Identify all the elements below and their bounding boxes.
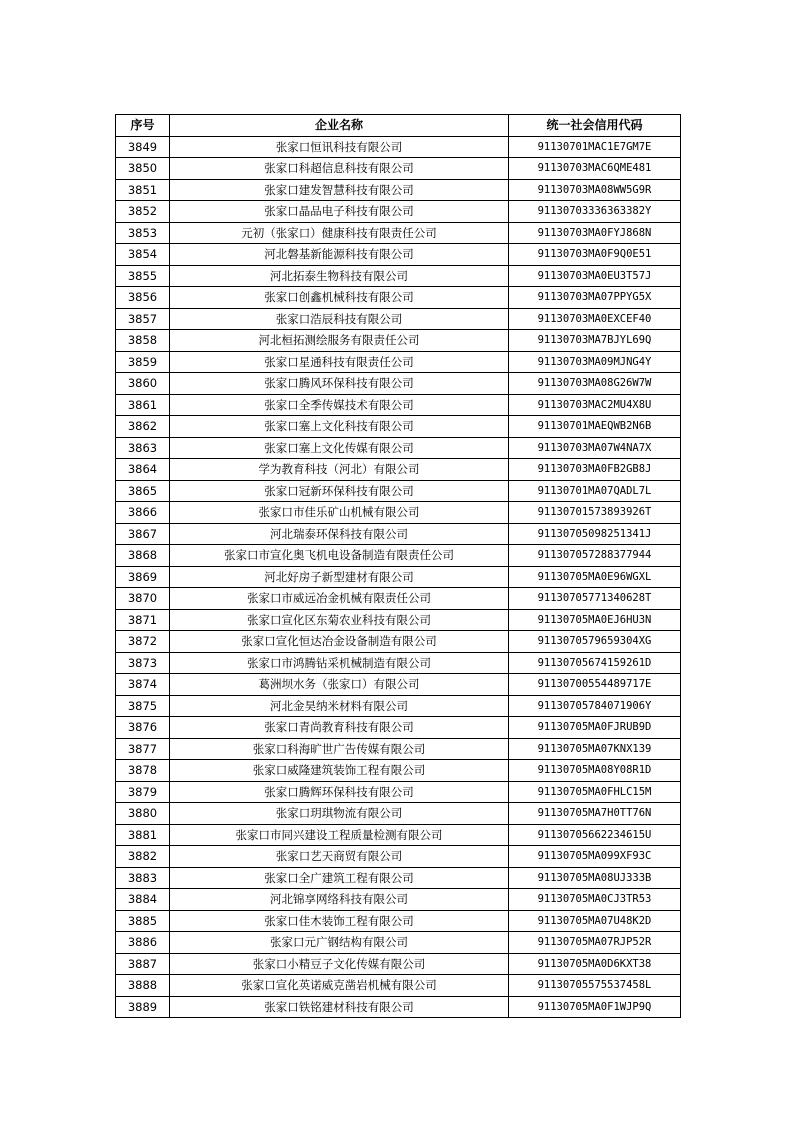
cell-credit-code: 91130703MA07PPYG5X xyxy=(509,287,681,309)
cell-serial-number: 3855 xyxy=(116,265,170,287)
cell-serial-number: 3871 xyxy=(116,609,170,631)
cell-enterprise-name: 张家口铁铭建材科技有限公司 xyxy=(170,996,509,1018)
table-row xyxy=(116,631,681,653)
cell-credit-code: 91130705MA08Y08R1D xyxy=(509,760,681,782)
header-credit-code: 统一社会信用代码 xyxy=(509,115,681,137)
header-enterprise-name: 企业名称 xyxy=(170,115,509,137)
cell-serial-number: 3870 xyxy=(116,588,170,610)
cell-enterprise-name: 张家口冠新环保科技有限公司 xyxy=(170,480,509,502)
cell-enterprise-name: 张家口科超信息科技有限公司 xyxy=(170,158,509,180)
cell-serial-number: 3883 xyxy=(116,867,170,889)
cell-credit-code: 91130705MA099XF93C xyxy=(509,846,681,868)
cell-credit-code: 91130703MA0FYJ868N xyxy=(509,222,681,244)
cell-credit-code: 91130705674159261D xyxy=(509,652,681,674)
cell-serial-number: 3858 xyxy=(116,330,170,352)
cell-serial-number: 3868 xyxy=(116,545,170,567)
cell-serial-number: 3859 xyxy=(116,351,170,373)
cell-serial-number: 3869 xyxy=(116,566,170,588)
table-row xyxy=(116,222,681,244)
table-row xyxy=(116,932,681,954)
cell-enterprise-name: 河北锦享网络科技有限公司 xyxy=(170,889,509,911)
cell-enterprise-name: 张家口星通科技有限责任公司 xyxy=(170,351,509,373)
cell-enterprise-name: 张家口塞上文化传媒有限公司 xyxy=(170,437,509,459)
cell-enterprise-name: 张家口全季传媒技术有限公司 xyxy=(170,394,509,416)
table-row xyxy=(116,351,681,373)
cell-serial-number: 3861 xyxy=(116,394,170,416)
table-row xyxy=(116,953,681,975)
cell-serial-number: 3878 xyxy=(116,760,170,782)
cell-serial-number: 3887 xyxy=(116,953,170,975)
cell-serial-number: 3886 xyxy=(116,932,170,954)
cell-credit-code: 91130705771340628T xyxy=(509,588,681,610)
table-row xyxy=(116,566,681,588)
cell-credit-code: 91130703MA08WW5G9R xyxy=(509,179,681,201)
table-row xyxy=(116,695,681,717)
cell-serial-number: 3874 xyxy=(116,674,170,696)
table-row xyxy=(116,373,681,395)
cell-credit-code: 91130703MA0EXCEF40 xyxy=(509,308,681,330)
cell-enterprise-name: 张家口市鸿腾钻采机械制造有限公司 xyxy=(170,652,509,674)
table-row xyxy=(116,523,681,545)
cell-enterprise-name: 张家口宣化区东菊农业科技有限公司 xyxy=(170,609,509,631)
table-row xyxy=(116,158,681,180)
cell-credit-code: 91130703336363382Y xyxy=(509,201,681,223)
cell-serial-number: 3880 xyxy=(116,803,170,825)
table-row xyxy=(116,502,681,524)
cell-serial-number: 3885 xyxy=(116,910,170,932)
cell-enterprise-name: 河北金昊纳米材料有限公司 xyxy=(170,695,509,717)
table-row xyxy=(116,781,681,803)
cell-enterprise-name: 张家口市同兴建设工程质量检测有限公司 xyxy=(170,824,509,846)
cell-serial-number: 3884 xyxy=(116,889,170,911)
cell-credit-code: 91130701573893926T xyxy=(509,502,681,524)
cell-credit-code: 91130703MA07W4NA7X xyxy=(509,437,681,459)
cell-enterprise-name: 张家口佳木装饰工程有限公司 xyxy=(170,910,509,932)
table-row xyxy=(116,910,681,932)
table-row xyxy=(116,674,681,696)
cell-serial-number: 3864 xyxy=(116,459,170,481)
cell-serial-number: 3881 xyxy=(116,824,170,846)
cell-enterprise-name: 河北拓泰生物科技有限公司 xyxy=(170,265,509,287)
cell-credit-code: 91130703MA7BJYL69Q xyxy=(509,330,681,352)
cell-enterprise-name: 张家口威隆建筑装饰工程有限公司 xyxy=(170,760,509,782)
table-row xyxy=(116,265,681,287)
table-row xyxy=(116,330,681,352)
cell-serial-number: 3854 xyxy=(116,244,170,266)
table-row xyxy=(116,717,681,739)
cell-credit-code: 91130703MAC2MU4X8U xyxy=(509,394,681,416)
cell-credit-code: 9113070579659304XG xyxy=(509,631,681,653)
table-header-row xyxy=(116,115,681,137)
cell-serial-number: 3850 xyxy=(116,158,170,180)
cell-credit-code: 91130705MA07RJP52R xyxy=(509,932,681,954)
cell-enterprise-name: 张家口玥琪物流有限公司 xyxy=(170,803,509,825)
table-row xyxy=(116,308,681,330)
cell-enterprise-name: 张家口科海旷世广告传媒有限公司 xyxy=(170,738,509,760)
cell-serial-number: 3872 xyxy=(116,631,170,653)
cell-enterprise-name: 张家口腾风环保科技有限公司 xyxy=(170,373,509,395)
table-row xyxy=(116,760,681,782)
table-body xyxy=(116,136,681,1018)
cell-serial-number: 3867 xyxy=(116,523,170,545)
table-row xyxy=(116,394,681,416)
cell-enterprise-name: 张家口建发智慧科技有限公司 xyxy=(170,179,509,201)
cell-credit-code: 91130705MA08UJ333B xyxy=(509,867,681,889)
cell-credit-code: 91130705MA0FJRUB9D xyxy=(509,717,681,739)
cell-serial-number: 3862 xyxy=(116,416,170,438)
table-row xyxy=(116,201,681,223)
cell-credit-code: 91130701MAEQWB2N6B xyxy=(509,416,681,438)
header-serial-number: 序号 xyxy=(116,115,170,137)
cell-credit-code: 91130705098251341J xyxy=(509,523,681,545)
cell-credit-code: 91130700554489717E xyxy=(509,674,681,696)
cell-enterprise-name: 河北瑞泰环保科技有限公司 xyxy=(170,523,509,545)
cell-serial-number: 3863 xyxy=(116,437,170,459)
table-row xyxy=(116,179,681,201)
cell-enterprise-name: 张家口晶品电子科技有限公司 xyxy=(170,201,509,223)
enterprise-registry-table xyxy=(115,114,681,1018)
cell-credit-code: 91130703MA0FB2GB8J xyxy=(509,459,681,481)
cell-serial-number: 3852 xyxy=(116,201,170,223)
cell-enterprise-name: 张家口宣化英诺威克凿岩机械有限公司 xyxy=(170,975,509,997)
cell-serial-number: 3873 xyxy=(116,652,170,674)
cell-credit-code: 91130705MA0D6KXT38 xyxy=(509,953,681,975)
cell-credit-code: 91130705MA7H0TT76N xyxy=(509,803,681,825)
cell-enterprise-name: 张家口创鑫机械科技有限公司 xyxy=(170,287,509,309)
table-row xyxy=(116,437,681,459)
cell-serial-number: 3856 xyxy=(116,287,170,309)
cell-enterprise-name: 张家口艺天商贸有限公司 xyxy=(170,846,509,868)
cell-credit-code: 91130705MA0CJ3TR53 xyxy=(509,889,681,911)
cell-serial-number: 3866 xyxy=(116,502,170,524)
cell-enterprise-name: 张家口全广建筑工程有限公司 xyxy=(170,867,509,889)
cell-enterprise-name: 张家口浩辰科技有限公司 xyxy=(170,308,509,330)
table-row xyxy=(116,244,681,266)
cell-enterprise-name: 元初（张家口）健康科技有限责任公司 xyxy=(170,222,509,244)
cell-credit-code: 91130705575537458L xyxy=(509,975,681,997)
cell-credit-code: 91130703MA09MJNG4Y xyxy=(509,351,681,373)
cell-enterprise-name: 葛洲坝水务（张家口）有限公司 xyxy=(170,674,509,696)
cell-credit-code: 91130703MAC6QME481 xyxy=(509,158,681,180)
cell-credit-code: 91130705MA07U48K2D xyxy=(509,910,681,932)
cell-serial-number: 3865 xyxy=(116,480,170,502)
table-row xyxy=(116,867,681,889)
table-row xyxy=(116,975,681,997)
table-row xyxy=(116,996,681,1018)
cell-serial-number: 3889 xyxy=(116,996,170,1018)
cell-credit-code: 91130703MA0EU3T57J xyxy=(509,265,681,287)
cell-serial-number: 3860 xyxy=(116,373,170,395)
table-row xyxy=(116,889,681,911)
cell-credit-code: 91130705MA0F1WJP9Q xyxy=(509,996,681,1018)
cell-enterprise-name: 张家口塞上文化科技有限公司 xyxy=(170,416,509,438)
cell-enterprise-name: 张家口宣化恒达冶金设备制造有限公司 xyxy=(170,631,509,653)
table-row xyxy=(116,738,681,760)
cell-enterprise-name: 张家口青尚教育科技有限公司 xyxy=(170,717,509,739)
cell-serial-number: 3849 xyxy=(116,136,170,158)
cell-serial-number: 3879 xyxy=(116,781,170,803)
cell-credit-code: 911307057288377944 xyxy=(509,545,681,567)
cell-enterprise-name: 张家口腾辉环保科技有限公司 xyxy=(170,781,509,803)
cell-credit-code: 91130705MA0EJ6HU3N xyxy=(509,609,681,631)
table-row xyxy=(116,136,681,158)
cell-enterprise-name: 张家口元广钢结构有限公司 xyxy=(170,932,509,954)
cell-enterprise-name: 河北桓拓测绘服务有限责任公司 xyxy=(170,330,509,352)
cell-serial-number: 3876 xyxy=(116,717,170,739)
table-row xyxy=(116,824,681,846)
cell-credit-code: 91130703MA08G26W7W xyxy=(509,373,681,395)
table-row xyxy=(116,609,681,631)
table-row xyxy=(116,545,681,567)
table-row xyxy=(116,480,681,502)
cell-enterprise-name: 张家口市威远冶金机械有限责任公司 xyxy=(170,588,509,610)
cell-credit-code: 91130705MA0FHLC15M xyxy=(509,781,681,803)
cell-credit-code: 91130703MA0F9Q0E51 xyxy=(509,244,681,266)
cell-enterprise-name: 张家口市宣化奥飞机电设备制造有限责任公司 xyxy=(170,545,509,567)
table-row xyxy=(116,459,681,481)
cell-credit-code: 91130705784071906Y xyxy=(509,695,681,717)
cell-enterprise-name: 河北磐基新能源科技有限公司 xyxy=(170,244,509,266)
cell-credit-code: 91130701MAC1E7GM7E xyxy=(509,136,681,158)
table-row xyxy=(116,803,681,825)
cell-credit-code: 91130705MA07KNX139 xyxy=(509,738,681,760)
table-row xyxy=(116,846,681,868)
cell-serial-number: 3857 xyxy=(116,308,170,330)
cell-enterprise-name: 张家口市佳乐矿山机械有限公司 xyxy=(170,502,509,524)
cell-credit-code: 91130701MA07QADL7L xyxy=(509,480,681,502)
cell-serial-number: 3888 xyxy=(116,975,170,997)
table-row xyxy=(116,652,681,674)
cell-enterprise-name: 河北好房子新型建材有限公司 xyxy=(170,566,509,588)
cell-serial-number: 3853 xyxy=(116,222,170,244)
table-row xyxy=(116,588,681,610)
cell-serial-number: 3875 xyxy=(116,695,170,717)
cell-serial-number: 3851 xyxy=(116,179,170,201)
cell-enterprise-name: 学为教育科技（河北）有限公司 xyxy=(170,459,509,481)
table-row xyxy=(116,416,681,438)
cell-enterprise-name: 张家口恒讯科技有限公司 xyxy=(170,136,509,158)
cell-enterprise-name: 张家口小精豆子文化传媒有限公司 xyxy=(170,953,509,975)
cell-serial-number: 3877 xyxy=(116,738,170,760)
table-row xyxy=(116,287,681,309)
cell-credit-code: 91130705MA0E96WGXL xyxy=(509,566,681,588)
cell-serial-number: 3882 xyxy=(116,846,170,868)
cell-credit-code: 91130705662234615U xyxy=(509,824,681,846)
